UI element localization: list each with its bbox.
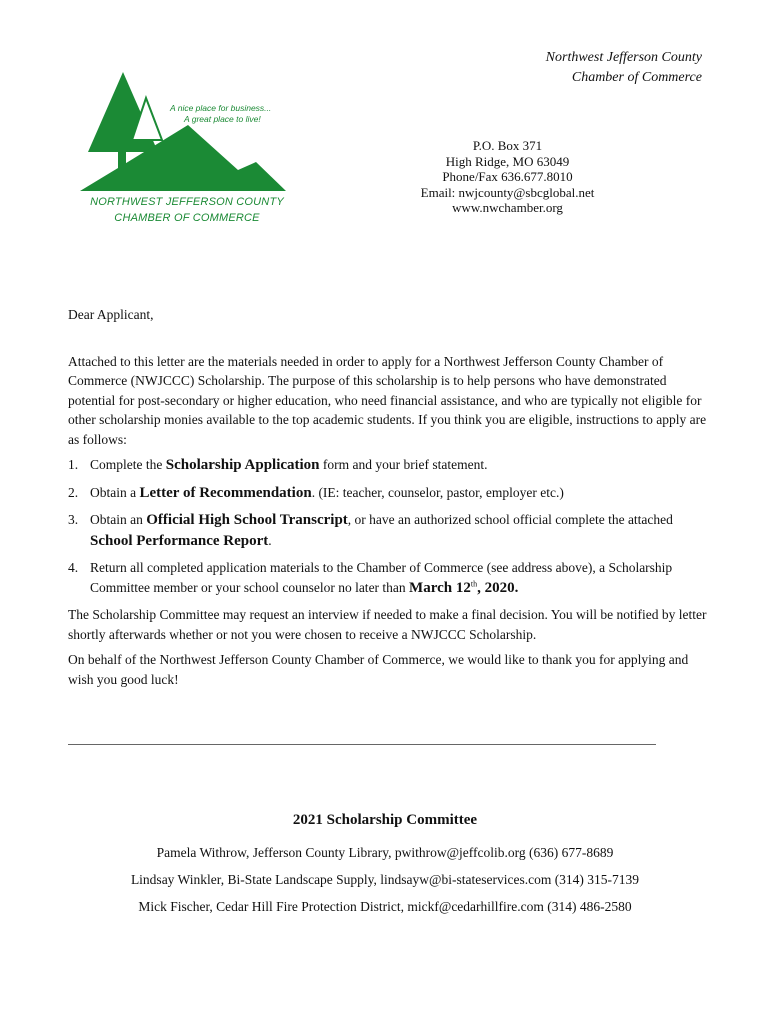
letter-body xyxy=(68,305,708,695)
po-box: P.O. Box 371 xyxy=(472,138,543,153)
step-emphasis: Letter of Recommendation xyxy=(139,484,312,501)
step-number: 4. xyxy=(68,560,79,575)
list-item xyxy=(68,483,708,504)
closing-paragraph: On behalf of the Northwest Jefferson County Chamber of Commerce, we would like to thank you for applying and wish you good luck! xyxy=(68,652,689,687)
step-text: . xyxy=(268,532,272,548)
logo-name-line2: CHAMBER OF COMMERCE xyxy=(114,212,260,224)
step-text: Return all completed application materials to the Chamber of Commerce (see address above), a Scholarship Committee member or your school counselor no later than xyxy=(90,560,673,595)
step-number: 1. xyxy=(68,457,79,472)
step-text: . (IE: teacher, counselor, pastor, employer etc.) xyxy=(311,484,564,500)
phone-fax: Phone/Fax 636.677.8010 xyxy=(442,169,573,184)
list-item xyxy=(68,558,708,598)
step-text: , or have an authorized school official complete the attached xyxy=(347,512,673,527)
tree-hill-logo-icon xyxy=(78,70,293,195)
step-emphasis: Scholarship Application xyxy=(165,457,320,473)
tagline-line2: A great place to live! xyxy=(184,114,261,124)
date-suffix: th xyxy=(470,579,478,588)
intro-paragraph: Attached to this letter are the materials needed in order to apply for a Northwest Jefferson County Chamber of Commerce (NWJCCC) Scholarship. The purpose of this scholarship is to help persons who have demonstrated potential for post-secondary or higher education, who need financial assistance, and who are typically not eligible for other scholarship monies available to the top academic students. If you think you are eligible, instructions to apply are as follows: xyxy=(68,353,707,447)
step-text: Complete the xyxy=(90,457,166,472)
committee-member: Pamela Withrow, Jefferson County Library, pwithrow@jeffcolib.org (636) 677-8689 xyxy=(156,845,614,860)
city-state-zip: High Ridge, MO 63049 xyxy=(445,153,570,169)
salutation: Dear Applicant, xyxy=(68,307,154,322)
step-emphasis: School Performance Report xyxy=(90,532,269,549)
email: Email: nwjcounty@sbcglobal.net xyxy=(420,184,595,200)
logo-name-line1: NORTHWEST JEFFERSON COUNTY xyxy=(90,196,284,208)
step-number: 2. xyxy=(68,484,79,500)
step-number: 3. xyxy=(68,512,79,527)
chamber-logo xyxy=(78,70,293,230)
deadline-year: , 2020. xyxy=(477,579,519,596)
list-item xyxy=(68,510,708,551)
divider-line xyxy=(68,744,656,745)
logo-org-name xyxy=(82,194,292,226)
org-header xyxy=(546,48,702,88)
committee-member: Lindsay Winkler, Bi-State Landscape Supply, lindsayw@bi-stateservices.com (314) 315-7139 xyxy=(130,872,640,887)
instruction-list xyxy=(68,455,708,598)
deadline-date: March 12 xyxy=(409,579,471,596)
tagline-line1: A nice place for business... xyxy=(170,103,272,113)
contact-block xyxy=(385,138,630,216)
step-text: Obtain a xyxy=(90,484,140,500)
step-text: Obtain an xyxy=(90,512,147,527)
org-name-line2: Chamber of Commerce xyxy=(571,70,702,85)
website: www.nwchamber.org xyxy=(452,200,563,215)
committee-section xyxy=(0,810,770,920)
logo-tagline xyxy=(170,103,271,125)
step-emphasis: Official High School Transcript xyxy=(146,512,348,528)
committee-member: Mick Fischer, Cedar Hill Fire Protection District, mickf@cedarhillfire.com (314) 486-2580 xyxy=(138,899,632,914)
committee-title: 2021 Scholarship Committee xyxy=(292,812,478,828)
interview-paragraph: The Scholarship Committee may request an interview if needed to make a final decision. You will be notified by letter shortly afterwards whether or not you were chosen to receive a NWJCCC Scholarship. xyxy=(68,607,707,642)
step-text: form and your brief statement. xyxy=(319,457,488,472)
list-item xyxy=(68,455,708,476)
org-name-line1: Northwest Jefferson County xyxy=(545,50,702,65)
